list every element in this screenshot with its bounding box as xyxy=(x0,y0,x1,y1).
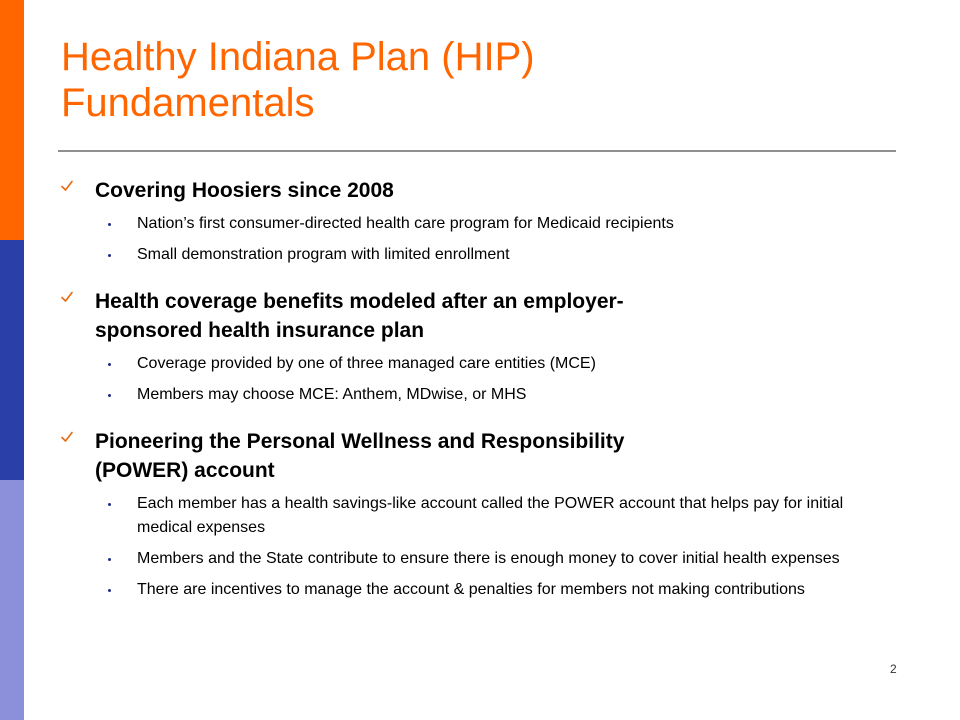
list-item xyxy=(137,212,880,236)
bullet-list xyxy=(60,352,880,407)
section-heading-line-2: (POWER) account xyxy=(95,459,275,482)
checkmark-icon xyxy=(60,179,74,193)
title-divider xyxy=(58,150,896,152)
bullet-dot-icon xyxy=(108,363,111,366)
bullet-dot-icon xyxy=(108,254,111,257)
section-heading xyxy=(95,176,880,205)
bullet-text: There are incentives to manage the account & penalties for members not making contributions xyxy=(137,581,805,598)
section-power-account xyxy=(60,427,880,602)
list-item xyxy=(137,547,880,571)
slide-content xyxy=(60,176,880,622)
bullet-dot-icon xyxy=(108,589,111,592)
section-heading xyxy=(95,427,880,485)
bullet-text: Members may choose MCE: Anthem, MDwise, or MHS xyxy=(137,386,527,403)
slide-title-line-2: Fundamentals xyxy=(61,81,315,125)
checkmark-icon xyxy=(60,290,74,304)
bullet-list xyxy=(60,212,880,267)
bullet-text: Small demonstration program with limited enrollment xyxy=(137,246,510,263)
bullet-dot-icon xyxy=(108,558,111,561)
bullet-text: Members and the State contribute to ensure there is enough money to cover initial health expenses xyxy=(137,550,840,567)
checkmark-icon xyxy=(60,430,74,444)
list-item xyxy=(137,352,880,376)
section-heading xyxy=(95,287,880,345)
list-item xyxy=(137,243,880,267)
bullet-text: Each member has a health savings-like account called the POWER account that helps pay for initial medical expenses xyxy=(137,495,844,536)
list-item xyxy=(137,578,880,602)
slide-title-line-1: Healthy Indiana Plan (HIP) xyxy=(61,35,535,79)
bullet-dot-icon xyxy=(108,223,111,226)
slide-title xyxy=(61,34,901,126)
bullet-list xyxy=(60,492,880,602)
sidebar-accent-navy xyxy=(0,240,24,480)
bullet-text: Coverage provided by one of three managed care entities (MCE) xyxy=(137,355,596,372)
page-number: 2 xyxy=(890,662,897,676)
sidebar-accent-lavender xyxy=(0,480,24,720)
bullet-dot-icon xyxy=(108,394,111,397)
bullet-dot-icon xyxy=(108,503,111,506)
section-health-coverage-benefits xyxy=(60,287,880,407)
section-heading-line-2: sponsored health insurance plan xyxy=(95,319,425,342)
list-item xyxy=(137,383,880,407)
section-heading-line-1: Pioneering the Personal Wellness and Responsibility xyxy=(95,430,625,453)
list-item xyxy=(137,492,880,540)
section-covering-hoosiers xyxy=(60,176,880,267)
section-heading-line-1: Health coverage benefits modeled after an employer- xyxy=(95,290,624,313)
section-heading-line-1: Covering Hoosiers since 2008 xyxy=(95,179,394,202)
bullet-text: Nation’s first consumer-directed health care program for Medicaid recipients xyxy=(137,215,674,232)
sidebar-accent-orange xyxy=(0,0,24,240)
